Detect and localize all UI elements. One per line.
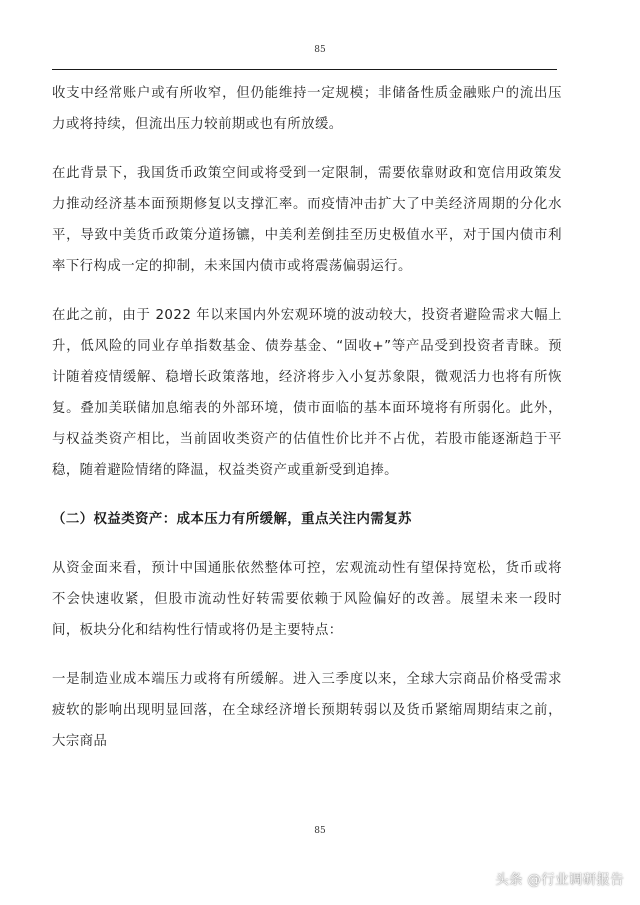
paragraph: 在此背景下，我国货币政策空间或将受到一定限制，需要依靠财政和宽信用政策发力推动经济基本面预期修复以支撑汇率。而疫情冲击扩大了中美经济周期的分化水平，导致中美货币政策分道扬镳，中美利差倒挂至历史极值水平，对于国内债市利率下行构成一定的抑制，未来国内债市或将震荡偏弱运行。 [52,166,562,274]
paragraph: 从资金面来看，预计中国通胀依然整体可控，宏观流动性有望保持宽松，货币或将不会快速收紧，但股市流动性好转需要依赖于风险偏好的改善。展望未来一段时间，板块分化和结构性行情或将仍是主要特点： [52,561,562,638]
page-number-bottom: 85 [314,826,326,836]
watermark: 头条 @行业调研报告 [495,872,624,888]
page-number-top: 85 [314,45,326,55]
header-rule [52,69,557,70]
document-body [52,78,562,775]
section-heading: （二）权益类资产：成本压力有所缓解，重点关注内需复苏 [52,512,412,527]
paragraph: 一是制造业成本端压力或将有所缓解。进入三季度以来，全球大宗商品价格受需求疲软的影响出现明显回落，在全球经济增长预期转弱以及货币紧缩周期结束之前，大宗商品 [52,672,562,749]
paragraph: 收支中经常账户或有所收窄，但仍能维持一定规模；非储备性质金融账户的流出压力或将持续，但流出压力较前期或也有所放缓。 [52,86,562,132]
paragraph: 在此之前，由于 2022 年以来国内外宏观环境的波动较大，投资者避险需求大幅上升，低风险的同业存单指数基金、债券基金、“固收+”等产品受到投资者青睐。预计随着疫情缓解、稳增长政策落地，经济将步入小复苏象限，微观活力也将有所恢复。叠加美联储加息缩表的外部环境，债市面临的基本面环境将有所弱化。此外，与权益类资产相比，当前固收类资产的估值性价比并不占优，若股市能逐渐趋于平稳，随着避险情绪的降温，权益类资产或重新受到追捧。 [52,308,562,478]
